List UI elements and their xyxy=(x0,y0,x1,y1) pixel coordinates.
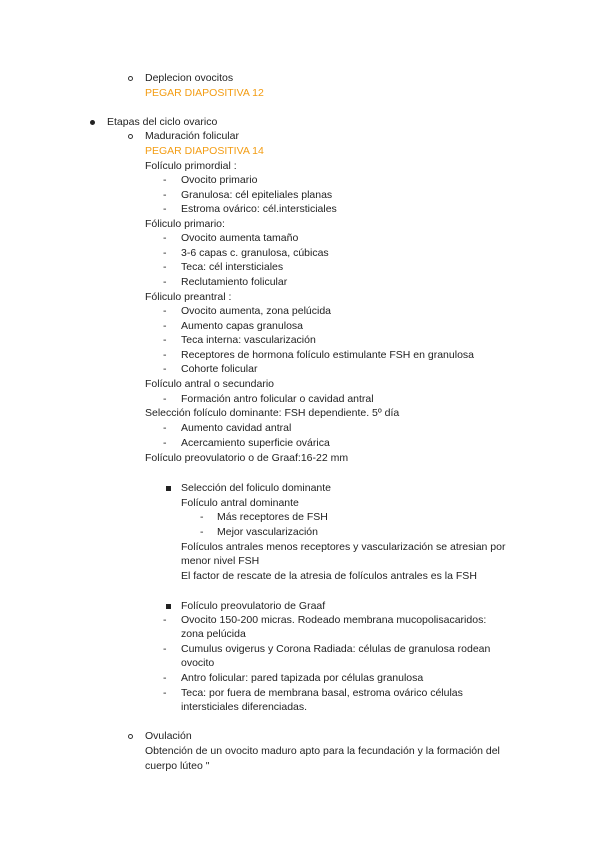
list-item: Ovocito 150-200 micras. Rodeado membrana mucopolisacaridos: xyxy=(181,614,487,626)
dash-icon: - xyxy=(163,687,167,699)
dash-icon: - xyxy=(163,393,167,405)
list-item: Cumulus ovigerus y Corona Radiada: células de granulosa rodean xyxy=(181,643,491,655)
dash-icon: - xyxy=(163,334,167,346)
dash-icon: - xyxy=(163,305,167,317)
dominante-title: Selección del foliculo dominante xyxy=(181,482,332,494)
list-item: Aumento capas granulosa xyxy=(181,320,303,332)
circle-bullet-icon xyxy=(128,134,133,139)
list-item: Granulosa: cél epiteliales planas xyxy=(181,189,333,201)
square-bullet-icon xyxy=(166,486,171,491)
list-item: Ovocito aumenta tamaño xyxy=(181,232,299,244)
paragraph-line: cuerpo lúteo " xyxy=(145,760,210,772)
list-item-cont: intersticiales diferenciadas. xyxy=(181,701,308,713)
paragraph-line: Folículos antrales menos receptores y vascularización se atresian por xyxy=(181,541,506,553)
dash-icon: - xyxy=(163,247,167,259)
paragraph-line: menor nivel FSH xyxy=(181,555,260,567)
subheading-deplecion: Deplecion ovocitos xyxy=(145,72,234,84)
dash-icon: - xyxy=(163,363,167,375)
dash-icon: - xyxy=(163,203,167,215)
dash-icon: - xyxy=(200,526,204,538)
list-item: Aumento cavidad antral xyxy=(181,422,292,434)
list-item: Ovocito primario xyxy=(181,174,258,186)
ovulacion-title: Ovulación xyxy=(145,730,192,742)
list-item-cont: ovocito xyxy=(181,657,215,669)
paragraph-line: Obtención de un ovocito maduro apto para la fecundación y la formación del xyxy=(145,745,500,757)
dash-icon: - xyxy=(163,672,167,684)
preovulatorio-title: Folículo preovulatorio o de Graaf:16-22 mm xyxy=(145,452,349,464)
list-item-cont: zona pelúcida xyxy=(181,628,246,640)
dash-icon: - xyxy=(200,511,204,523)
list-item: Más receptores de FSH xyxy=(217,511,328,523)
list-item: Receptores de hormona folículo estimulante FSH en granulosa xyxy=(181,349,474,361)
disc-bullet-icon xyxy=(90,120,95,125)
list-item: Teca interna: vascularización xyxy=(181,334,316,346)
list-item: Acercamiento superficie ovárica xyxy=(181,437,330,449)
dash-icon: - xyxy=(163,232,167,244)
dash-icon: - xyxy=(163,276,167,288)
subheading-maduracion: Maduración folicular xyxy=(145,130,239,142)
list-item: Reclutamiento folicular xyxy=(181,276,288,288)
circle-bullet-icon xyxy=(128,76,133,81)
list-item: 3-6 capas c. granulosa, cúbicas xyxy=(181,247,329,259)
list-item: Mejor vascularización xyxy=(217,526,318,538)
square-bullet-icon xyxy=(166,604,171,609)
dash-icon: - xyxy=(163,349,167,361)
slide-note-14: PEGAR DIAPOSITIVA 14 xyxy=(145,145,264,157)
dash-icon: - xyxy=(163,643,167,655)
list-item: Cohorte folicular xyxy=(181,363,258,375)
dominante-sub: Folículo antral dominante xyxy=(181,497,299,509)
list-item: Teca: cél intersticiales xyxy=(181,261,284,273)
circle-bullet-icon xyxy=(128,734,133,739)
list-item: Formación antro folicular o cavidad antral xyxy=(181,393,374,405)
seleccion-title: Selección folículo dominante: FSH dependiente. 5º día xyxy=(145,407,400,419)
dash-icon: - xyxy=(163,320,167,332)
list-item: Estroma ovárico: cél.intersticiales xyxy=(181,203,337,215)
list-item: Teca: por fuera de membrana basal, estroma ovárico células xyxy=(181,687,463,699)
dash-icon: - xyxy=(163,437,167,449)
preantral-title: Fóliculo preantral : xyxy=(145,291,232,303)
list-item: Ovocito aumenta, zona pelúcida xyxy=(181,305,332,317)
dash-icon: - xyxy=(163,422,167,434)
paragraph-line: El factor de rescate de la atresia de folículos antrales es la FSH xyxy=(181,570,477,582)
primario-title: Fóliculo primario: xyxy=(145,218,225,230)
primordial-title: Folículo primordial : xyxy=(145,160,237,172)
graaf-title: Folículo preovulatorio de Graaf xyxy=(181,600,326,612)
list-item: Antro folicular: pared tapizada por células granulosa xyxy=(181,672,424,684)
dash-icon: - xyxy=(163,189,167,201)
dash-icon: - xyxy=(163,614,167,626)
slide-note-12: PEGAR DIAPOSITIVA 12 xyxy=(145,87,264,99)
dash-icon: - xyxy=(163,174,167,186)
dash-icon: - xyxy=(163,261,167,273)
heading-etapas: Etapas del ciclo ovarico xyxy=(107,116,218,128)
antral-title: Folículo antral o secundario xyxy=(145,378,274,390)
